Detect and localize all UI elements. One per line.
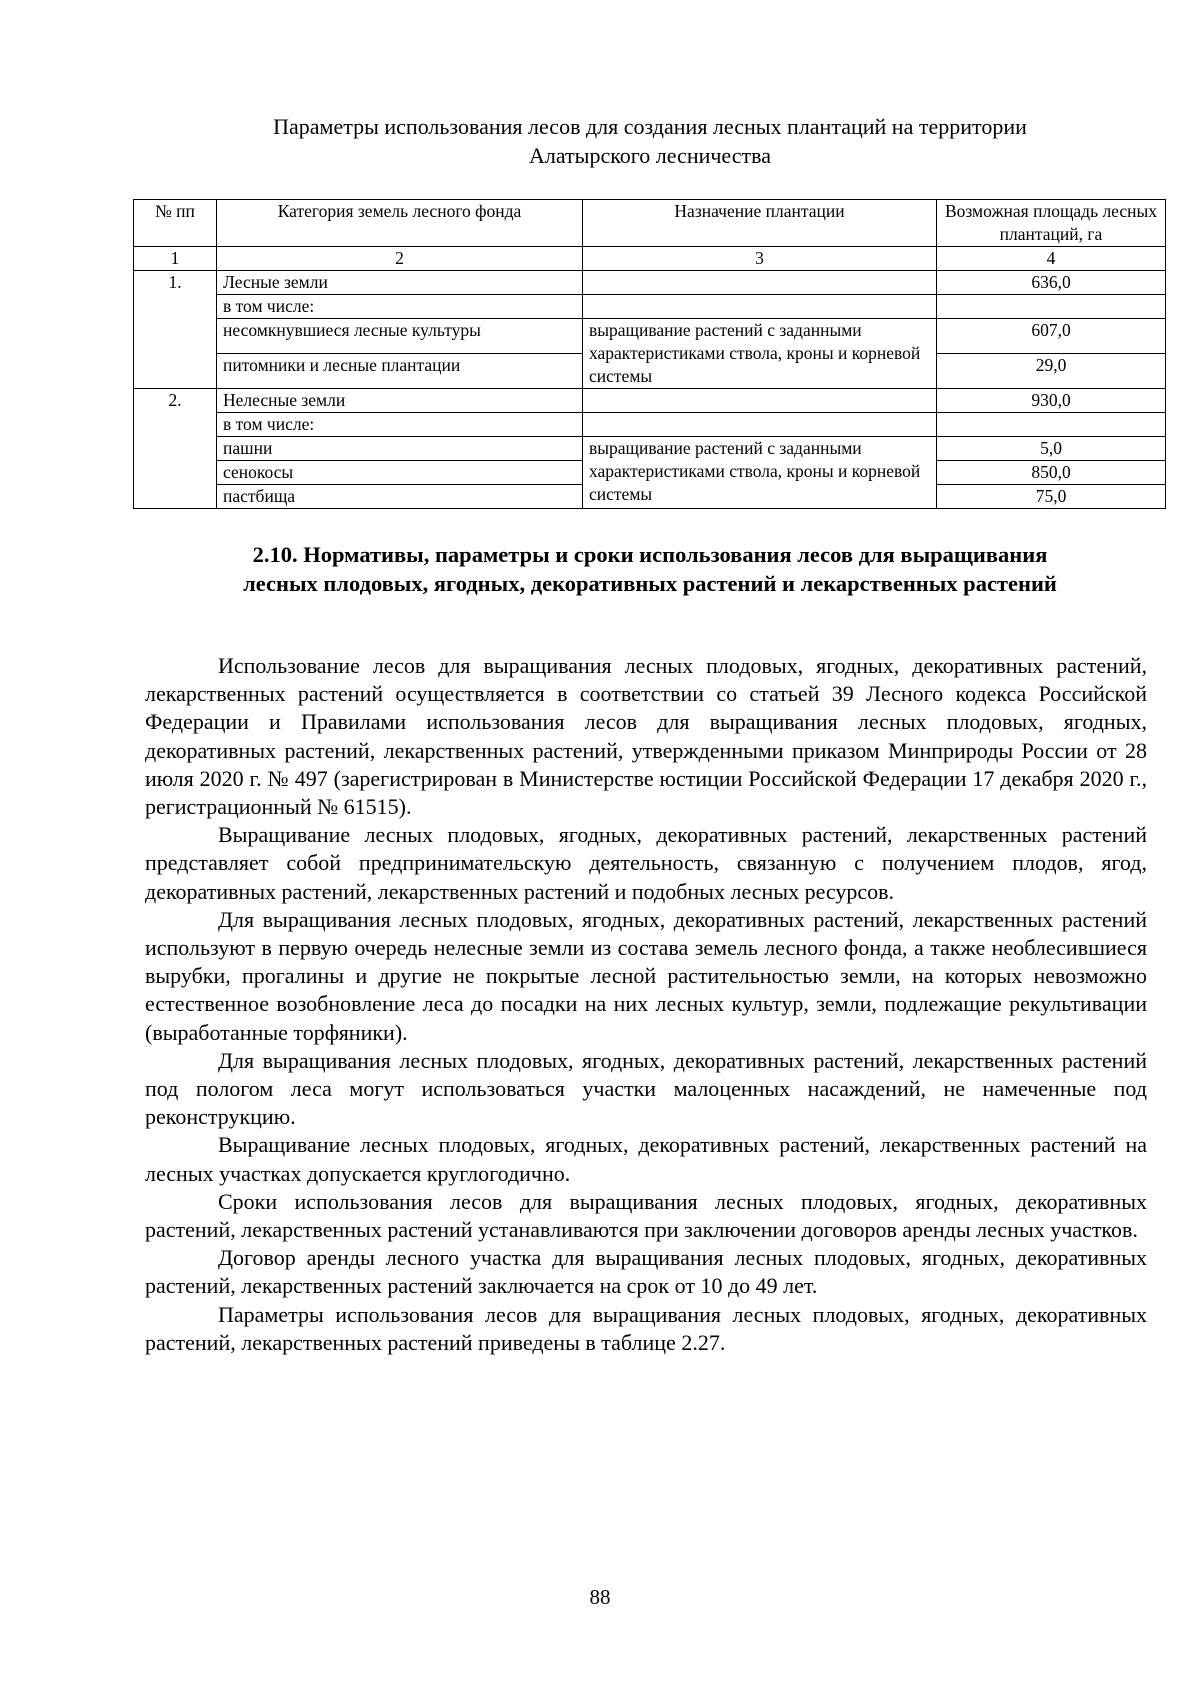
section-heading-line-1: 2.10. Нормативы, параметры и сроки использования лесов для выращивания <box>252 542 1048 567</box>
area-cell-empty <box>937 295 1166 319</box>
table-title <box>200 112 1100 170</box>
table-title-line-1: Параметры использования лесов для создания лесных плантаций на территории <box>273 114 1027 139</box>
paragraph: Сроки использования лесов для выращивания лесных плодовых, ягодных, декоративных растений, лекарственных растений устанавливаются при заключении договоров аренды лесных участков. <box>145 1188 1147 1243</box>
area-cell: 607,0 <box>937 319 1166 354</box>
page-number: 88 <box>589 1585 611 1609</box>
table-header-row <box>134 200 1166 247</box>
purpose-cell-empty <box>583 413 937 437</box>
plantation-table <box>133 199 1166 509</box>
category-cell: сенокосы <box>217 461 583 485</box>
purpose-cell-empty <box>583 271 937 295</box>
header-area: Возможная площадь лесных плантаций, га <box>937 200 1166 247</box>
header-category: Категория земель лесного фонда <box>217 200 583 247</box>
area-cell: 930,0 <box>937 389 1166 413</box>
paragraph: Использование лесов для выращивания лесных плодовых, ягодных, декоративных растений, лекарственных растений осуществляется в соответствии со статьей 39 Лесного кодекса Российской Федерации и Правилами использования лесов для выращивания лесных плодовых, ягодных, декоративных растений, лекарственных растений, утвержденными приказом Минприроды России от 28 июля 2020 г. № 497 (зарегистрирован в Министерстве юстиции Российской Федерации 17 декабря 2020 г., регистрационный № 61515). <box>145 653 1147 820</box>
category-cell: пастбища <box>217 485 583 509</box>
col-number: 2 <box>217 247 583 271</box>
paragraph: Для выращивания лесных плодовых, ягодных, декоративных растений, лекарственных растений используют в первую очередь нелесные земли из состава земель лесного фонда, а также необлесившиеся вырубки, прогалины и другие не покрытые лесной растительностью земли, на которых невозможно естественное возобновление леса до посадки на них лесных культур, земли, подлежащие рекультивации (выработанные торфяники). <box>145 906 1147 1045</box>
paragraph: Договор аренды лесного участка для выращивания лесных плодовых, ягодных, декоративных растений, лекарственных растений заключается на срок от 10 до 49 лет. <box>145 1245 1147 1299</box>
area-cell: 636,0 <box>937 271 1166 295</box>
body-text <box>145 652 1147 1357</box>
paragraph: Выращивание лесных плодовых, ягодных, декоративных растений, лекарственных растений на лесных участках допускается круглогодично. <box>145 1132 1147 1186</box>
category-cell: пашни <box>217 437 583 461</box>
category-cell: Нелесные земли <box>217 389 583 413</box>
table-row <box>134 437 1166 461</box>
category-cell: в том числе: <box>217 295 583 319</box>
table-row <box>134 413 1166 437</box>
header-number: № пп <box>134 200 217 247</box>
category-cell: несомкнувшиеся лесные культуры <box>217 319 583 354</box>
purpose-cell: выращивание растений с заданными характеристиками ствола, кроны и корневой системы <box>583 319 937 389</box>
table-col-numbers-row <box>134 247 1166 271</box>
paragraph: Выращивание лесных плодовых, ягодных, декоративных растений, лекарственных растений представляет собой предпринимательскую деятельность, связанную с получением плодов, ягод, декоративных растений, лекарственных растений и подобных лесных ресурсов. <box>145 822 1147 904</box>
area-cell: 29,0 <box>937 354 1166 389</box>
area-cell: 850,0 <box>937 461 1166 485</box>
col-number: 1 <box>134 247 217 271</box>
table-row <box>134 271 1166 295</box>
table-row <box>134 319 1166 354</box>
col-number: 4 <box>937 247 1166 271</box>
col-number: 3 <box>583 247 937 271</box>
row-number: 1. <box>134 271 217 389</box>
table-row <box>134 389 1166 413</box>
category-cell: питомники и лесные плантации <box>217 354 583 389</box>
purpose-cell-empty <box>583 389 937 413</box>
section-heading <box>180 540 1120 598</box>
area-cell: 5,0 <box>937 437 1166 461</box>
section-heading-line-2: лесных плодовых, ягодных, декоративных растений и лекарственных растений <box>243 571 1057 596</box>
area-cell: 75,0 <box>937 485 1166 509</box>
table-title-line-2: Алатырского лесничества <box>529 143 771 168</box>
purpose-cell: выращивание растений с заданными характеристиками ствола, кроны и корневой системы <box>583 437 937 509</box>
table-row <box>134 295 1166 319</box>
header-purpose: Назначение плантации <box>583 200 937 247</box>
paragraph: Для выращивания лесных плодовых, ягодных, декоративных растений, лекарственных растений под пологом леса могут использоваться участки малоценных насаждений, не намеченные под реконструкцию. <box>145 1047 1147 1130</box>
purpose-cell-empty <box>583 295 937 319</box>
category-cell: в том числе: <box>217 413 583 437</box>
row-number: 2. <box>134 389 217 509</box>
paragraph: Параметры использования лесов для выращивания лесных плодовых, ягодных, декоративных растений, лекарственных растений приведены в таблице 2.27. <box>145 1301 1147 1355</box>
area-cell-empty <box>937 413 1166 437</box>
category-cell: Лесные земли <box>217 271 583 295</box>
